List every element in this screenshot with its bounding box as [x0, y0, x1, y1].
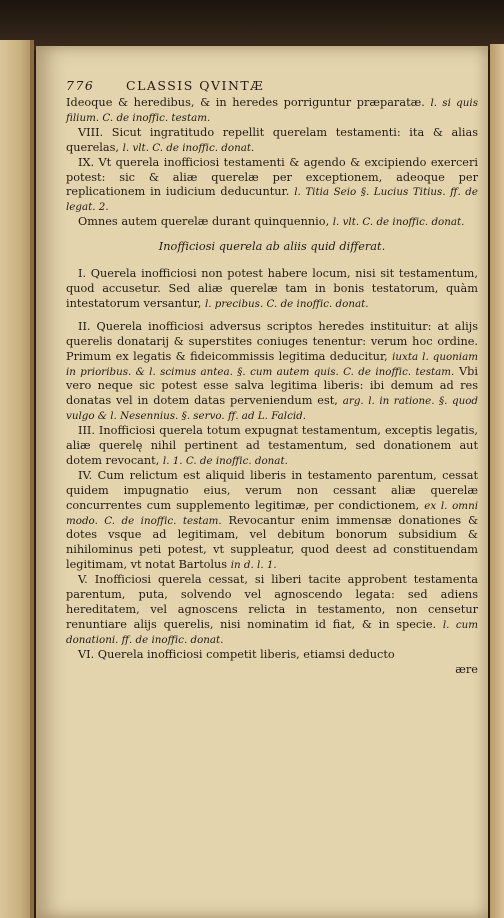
- section-heading: Inofficiosi querela ab aliis quid differat.: [158, 240, 386, 254]
- catchword: ære: [455, 662, 478, 676]
- gutter-shadow: [30, 40, 34, 918]
- page-number: 776: [66, 78, 95, 94]
- book-gutter: [0, 40, 34, 918]
- citation: l. precibus. C. de inoffic. donat.: [204, 297, 369, 310]
- paragraph: V. Inofficiosi querela cessat, si liberi tacite approbent testamenta parentum, puta, solvendo vel agnoscendo legata: sed adiens hereditatem, vel agnoscens relicta in testamento, non censetur renuntiare alijs querelis, nisi nominatim id fiat, & in specie. l. cum donationi. ff. de inoffic. donat.: [66, 573, 478, 646]
- paragraph: IV. Cum relictum est aliquid liberis in testamento parentum, cessat quidem impugnatio eius, verum non cessant aliæ querelæ concurrentes cum supplemento legitimæ, per condictionem, ex l. omni modo. C. de inoffic. testam. Revocantur enim immensæ donationes & dotes vsque ad legitimam, vel debitum bonorum subsidium & nihilominus peti potest, vt suppleatur, quod deest ad constituendam legitimam, vt notat Bartolus in d. l. 1.: [66, 468, 478, 572]
- citation: l. cum donationi. ff. de inoffic. donat.: [66, 618, 478, 646]
- paragraph: Omnes autem querelæ durant quinquennio, l. vlt. C. de inoffic. donat.: [78, 215, 465, 229]
- citation: in d. l. 1.: [230, 559, 277, 572]
- running-header: [66, 76, 478, 94]
- citation: l. si quis filium. C. de inoffic. testam.: [66, 97, 478, 124]
- next-page-edge: [490, 44, 504, 918]
- citation: l. vlt. C. de inoffic. donat.: [122, 141, 255, 154]
- page-text: [66, 76, 478, 678]
- citation: l. vlt. C. de inoffic. donat.: [332, 216, 465, 229]
- paragraph: Ideoque & heredibus, & in heredes porriguntur præparatæ. l. si quis filium. C. de inoffic. testam.: [66, 96, 478, 124]
- citation: ex l. omni modo. C. de inoffic. testam.: [66, 499, 478, 527]
- citation: iuxta l. quoniam in prioribus. & l. scimus antea. §. cum autem quis. C. de inoffic. testam.: [66, 350, 479, 378]
- book-cover-edge: [0, 0, 504, 50]
- book-page: [36, 46, 488, 918]
- citation: l. Titia Seio §. Lucius Titius. ff. de legat. 2.: [66, 186, 478, 214]
- paragraph: III. Inofficiosi querela totum expugnat testamentum, exceptis legatis, aliæ querelę nihil pertinent ad testamentum, sed donationem aut dotem revocant, l. 1. C. de inoffic. donat.: [66, 424, 478, 467]
- paragraph: VI. Querela inofficiosi competit liberis, etiamsi deducto: [78, 647, 395, 661]
- paragraph: IX. Vt querela inofficiosi testamenti & agendo & excipiendo exerceri potest: sic & aliæ querelæ per exceptionem, adeoque per replicationem in iudicium deducuntur. l. Titia Seio §. Lucius Titius. ff. de legat. 2.: [66, 155, 478, 214]
- citation: l. 1. C. de inoffic. donat.: [162, 454, 288, 467]
- paragraph: I. Querela inofficiosi non potest habere locum, nisi sit testamentum, quod accusetur. Sed aliæ querelæ tam in bonis testatorum, quàm intestatorum versantur, l. precibus. C. de inoffic. donat.: [66, 267, 478, 310]
- running-title: CLASSIS QVINTÆ: [126, 78, 265, 94]
- paragraph: VIII. Sicut ingratitudo repellit querelam testamenti: ita & alias querelas, l. vlt. C. de inoffic. donat.: [66, 125, 478, 154]
- citation: arg. l. in ratione. §. quod vulgo & l. Nesennius. §. servo. ff. ad L. Falcid.: [66, 395, 478, 423]
- paragraph: II. Querela inofficiosi adversus scriptos heredes instituitur: at alijs querelis donatarij & superstites coniuges tenentur: verum hoc ordine. Primum ex legatis & fideicommissis legitima deducitur, iuxta l. quoniam in prioribus. & l. scimus antea. §. cum autem quis. C. de inoffic. testam. Vbi vero neque sic potest esse salva legitima liberis: ibi demum ad res donatas vel in dotem datas perveniendum est, arg. l. in ratione. §. quod vulgo & l. Nesennius. §. servo. ff. ad L. Falcid.: [66, 319, 479, 423]
